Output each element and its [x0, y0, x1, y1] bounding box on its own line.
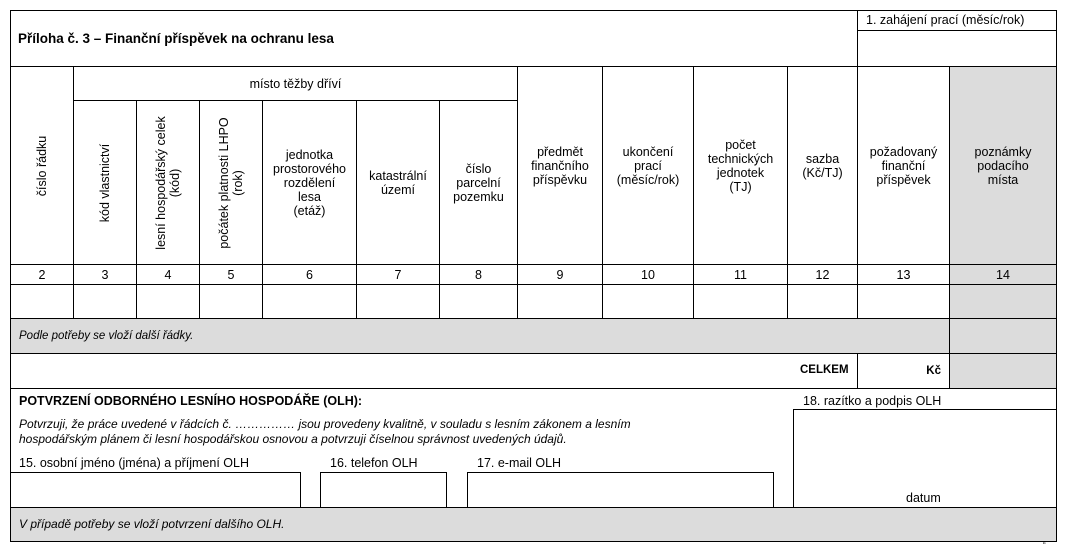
group-header-logging-site: místo těžby dříví	[73, 66, 518, 101]
form-title: Příloha č. 3 – Finanční příspěvek na ochranu lesa	[18, 31, 334, 46]
data-cell-7[interactable]	[356, 284, 440, 319]
col-number-4: 4	[136, 264, 200, 285]
col-number-2: 2	[10, 264, 74, 285]
data-cell-14	[949, 284, 1057, 319]
data-cell-9[interactable]	[517, 284, 603, 319]
col-number-3: 3	[73, 264, 137, 285]
more-rows-note: Podle potřeby se vloží další řádky.	[19, 330, 194, 342]
col-number-8: 8	[439, 264, 518, 285]
col-number-5: 5	[199, 264, 263, 285]
phone-label: 16. telefon OLH	[330, 456, 418, 470]
col-number-14: 14	[949, 264, 1057, 285]
col-number-10: 10	[602, 264, 694, 285]
data-cell-5[interactable]	[199, 284, 263, 319]
data-cell-13[interactable]	[857, 284, 950, 319]
total-value[interactable]	[857, 353, 950, 389]
col-header-7: katastrální území	[356, 100, 440, 265]
data-cell-11[interactable]	[693, 284, 788, 319]
col-header-3: kód vlastnictví	[73, 100, 137, 265]
total-label: CELKEM	[800, 364, 849, 376]
col-header-4: lesní hospodářský celek (kód)	[136, 100, 200, 265]
date-label: datum	[906, 491, 941, 505]
col-header-2: číslo řádku	[10, 66, 74, 265]
col-header-11: počet technických jednotek (TJ)	[693, 66, 788, 265]
data-cell-10[interactable]	[602, 284, 694, 319]
col-number-6: 6	[262, 264, 357, 285]
email-input[interactable]	[467, 472, 774, 508]
col-number-13: 13	[857, 264, 950, 285]
name-label: 15. osobní jméno (jména) a příjmení OLH	[19, 456, 249, 470]
col-header-8: číslo parcelní pozemku	[439, 100, 518, 265]
more-olh-note: V případě potřeby se vloží potvrzení dalšího OLH.	[19, 517, 285, 531]
col-header-9: předmět finančního příspěvku	[517, 66, 603, 265]
col-number-11: 11	[693, 264, 788, 285]
phone-input[interactable]	[320, 472, 447, 508]
total-row	[10, 353, 858, 389]
olh-confirm-line-2: hospodářským plánem či lesní hospodářskou osnovou a potvrzuji číselnou správnost uvedených údajů.	[19, 432, 567, 446]
olh-heading: POTVRZENÍ ODBORNÉHO LESNÍHO HOSPODÁŘE (OLH):	[19, 394, 363, 408]
start-work-input[interactable]	[857, 30, 1057, 67]
col-header-10: ukončení prací (měsíc/rok)	[602, 66, 694, 265]
col-header-5: počátek platnosti LHPO (rok)	[199, 100, 263, 265]
stamp-label: 18. razítko a podpis OLH	[803, 394, 942, 408]
col-header-12: sazba (Kč/TJ)	[787, 66, 858, 265]
col-header-6: jednotka prostorového rozdělení lesa (etáž)	[262, 100, 357, 265]
data-cell-8[interactable]	[439, 284, 518, 319]
col-number-12: 12	[787, 264, 858, 285]
footnote-mark: “	[1043, 541, 1046, 550]
data-cell-4[interactable]	[136, 284, 200, 319]
col-header-14: poznámky podacího místa	[949, 66, 1057, 265]
data-cell-12[interactable]	[787, 284, 858, 319]
olh-confirm-line-1: Potvrzuji, že práce uvedené v řádcích č. …………… jsou provedeny kvalitně, v souladu s lesním zákonem a lesním	[19, 417, 631, 431]
more-rows-col-14	[949, 318, 1057, 354]
col-header-13: požadovaný finanční příspěvek	[857, 66, 950, 265]
email-label: 17. e-mail OLH	[477, 456, 562, 470]
start-work-label: 1. zahájení prací (měsíc/rok)	[866, 13, 1025, 27]
col-number-7: 7	[356, 264, 440, 285]
data-cell-6[interactable]	[262, 284, 357, 319]
data-cell-2[interactable]	[10, 284, 74, 319]
total-col-14	[949, 353, 1057, 389]
name-input[interactable]	[10, 472, 301, 508]
data-cell-3[interactable]	[73, 284, 137, 319]
currency-label: Kč	[926, 365, 941, 377]
col-number-9: 9	[517, 264, 603, 285]
